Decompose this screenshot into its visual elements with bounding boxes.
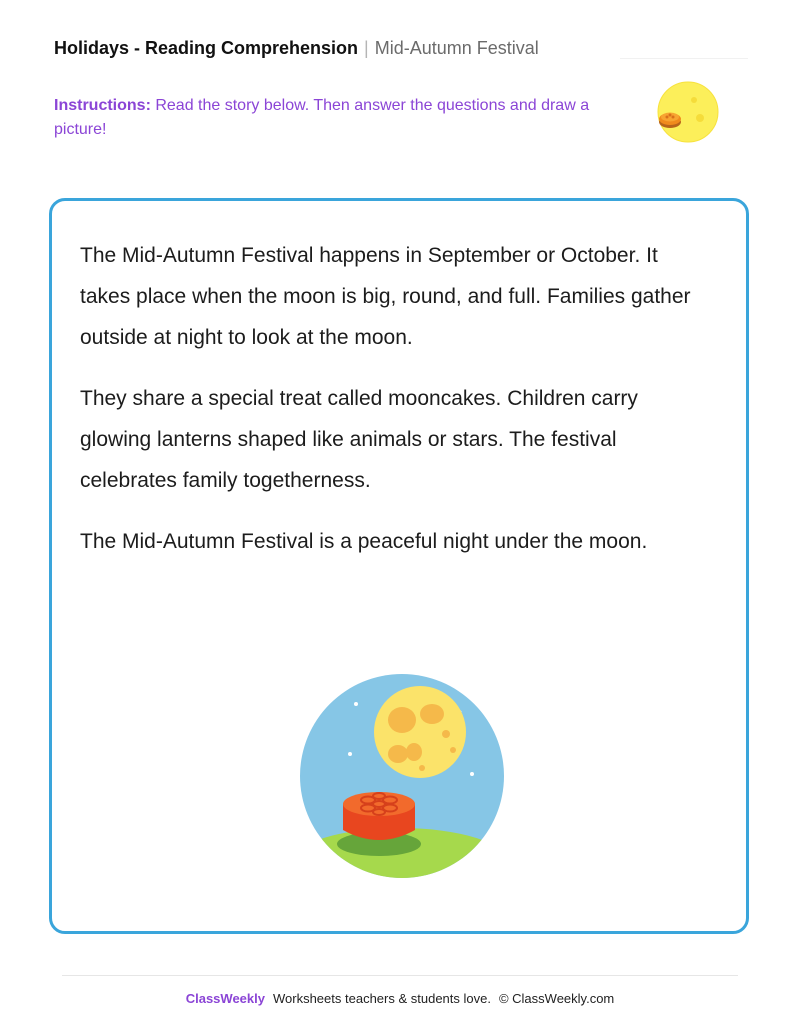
instructions bbox=[54, 94, 614, 142]
instructions-text: Read the story below. Then answer the questions and draw a picture! bbox=[54, 97, 590, 138]
footer-copyright: © ClassWeekly.com bbox=[498, 991, 615, 1006]
story-text bbox=[80, 235, 710, 582]
page-header bbox=[54, 37, 539, 59]
instructions-label: Instructions: bbox=[54, 97, 151, 114]
star-icon bbox=[348, 752, 352, 756]
story-paragraph: They share a special treat called mooncakes. Children carry glowing lanterns shaped like animals or stars. The festival celebrates family togetherness. bbox=[80, 387, 638, 492]
moon-mooncake-icon bbox=[654, 80, 720, 146]
story-paragraph: The Mid-Autumn Festival happens in September or October. It takes place when the moon is big, round, and full. Families gather outside at night to look at the moon. bbox=[80, 244, 691, 349]
page-footer bbox=[0, 990, 800, 1008]
header-separator: | bbox=[364, 38, 369, 58]
full-moon-mooncake-illustration bbox=[298, 672, 506, 892]
header-divider bbox=[620, 58, 748, 59]
footer-brand: ClassWeekly bbox=[185, 991, 265, 1006]
moon-icon bbox=[374, 686, 466, 778]
star-icon bbox=[354, 702, 358, 706]
page-title: Holidays - Reading Comprehension bbox=[54, 38, 359, 58]
footer-divider bbox=[62, 975, 738, 976]
page-subtitle: Mid-Autumn Festival bbox=[374, 38, 539, 58]
star-icon bbox=[470, 772, 474, 776]
story-paragraph: The Mid-Autumn Festival is a peaceful night under the moon. bbox=[80, 530, 648, 553]
footer-tagline: Worksheets teachers & students love. bbox=[272, 991, 491, 1006]
